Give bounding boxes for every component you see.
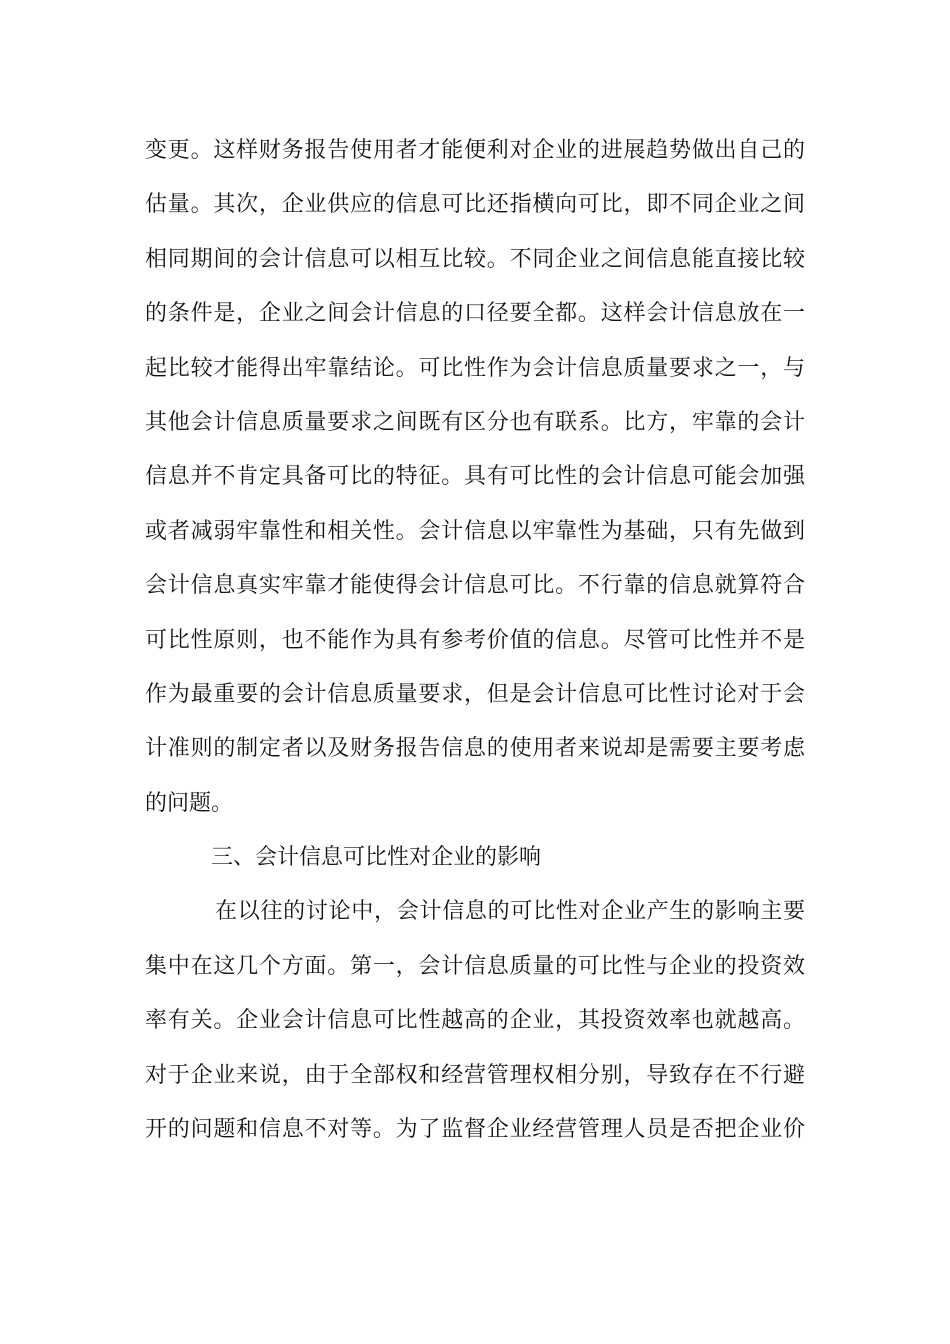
text-line: 起比较才能得出牢靠结论。可比性作为会计信息质量要求之一，与 — [145, 355, 805, 381]
text-line: 的问题。 — [145, 790, 234, 816]
text-line: 其他会计信息质量要求之间既有区分也有联系。比方，牢靠的会计 — [145, 409, 805, 435]
text-line: 集中在这几个方面。第一，会计信息质量的可比性与企业的投资效 — [145, 953, 805, 979]
body-text — [145, 124, 805, 1157]
text-line: 会计信息真实牢靠才能使得会计信息可比。不行靠的信息就算符合 — [145, 573, 805, 599]
text-line: 或者减弱牢靠性和相关性。会计信息以牢靠性为基础，只有先做到 — [145, 518, 805, 544]
text-line: 可比性原则，也不能作为具有参考价值的信息。尽管可比性并不是 — [145, 627, 805, 653]
text-line: 开的问题和信息不对等。为了监督企业经营管理人员是否把企业价 — [145, 1117, 805, 1143]
text-line: 信息并不肯定具备可比的特征。具有可比性的会计信息可能会加强 — [145, 464, 805, 490]
text-line: 作为最重要的会计信息质量要求，但是会计信息可比性讨论对于会 — [145, 681, 805, 707]
text-line: 变更。这样财务报告使用者才能便利对企业的进展趋势做出自己的 — [145, 138, 805, 163]
paragraph-1 — [145, 124, 805, 831]
text-line: 率有关。企业会计信息可比性越高的企业，其投资效率也就越高。 — [145, 1008, 805, 1034]
section-heading: 三、会计信息可比性对企业的影响 — [211, 845, 542, 871]
text-line: 估量。其次，企业供应的信息可比还指横向可比，即不同企业之间 — [145, 192, 805, 218]
text-line: 的条件是，企业之间会计信息的口径要全都。这样会计信息放在一 — [145, 301, 805, 327]
text-line: 对于企业来说，由于全部权和经营管理权相分别，导致存在不行避 — [145, 1062, 805, 1088]
text-line: 在以往的讨论中，会计信息的可比性对企业产生的影响主要 — [215, 899, 805, 925]
text-line: 相同期间的会计信息可以相互比较。不同企业之间信息能直接比较 — [145, 246, 805, 272]
paragraph-2 — [145, 885, 805, 1157]
text-line: 计准则的制定者以及财务报告信息的使用者来说却是需要主要考虑 — [145, 736, 805, 762]
